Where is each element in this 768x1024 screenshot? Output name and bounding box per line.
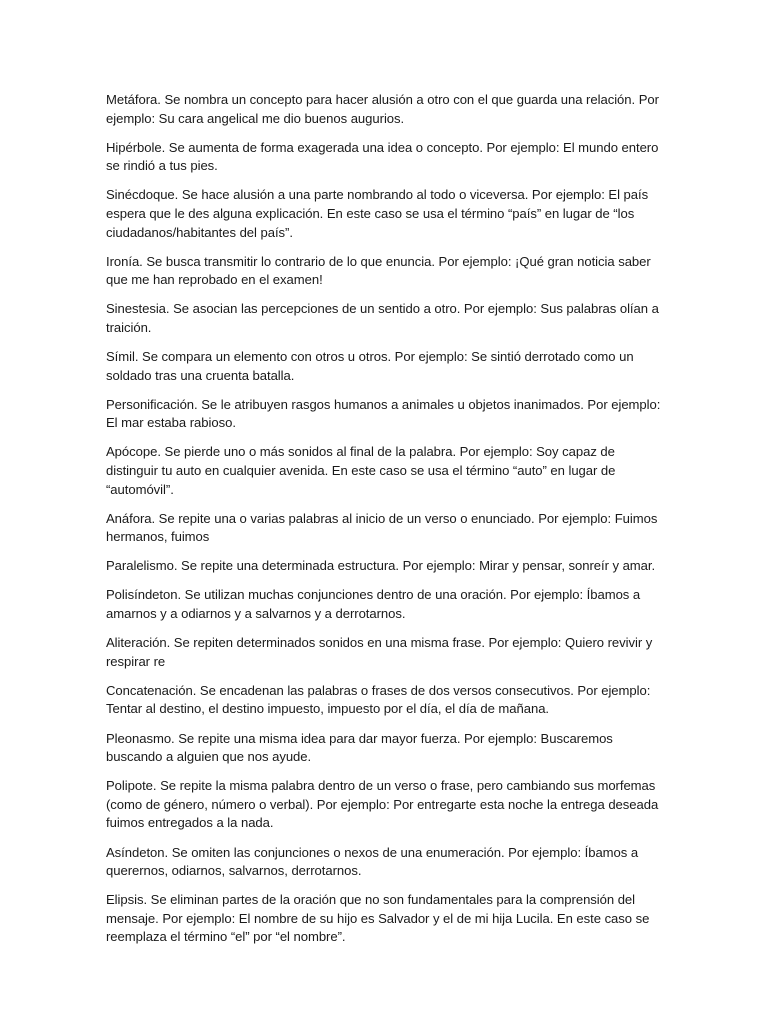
paragraph-polisindeton: Polisíndeton. Se utilizan muchas conjunciones dentro de una oración. Por ejemplo: Íbamos a amarnos y a odiarnos y a salvarnos y a derrotarnos. <box>106 587 641 622</box>
paragraph-sinecdoque: Sinécdoque. Se hace alusión a una parte nombrando al todo o viceversa. Por ejemplo: El país espera que le des alguna explicación. En este caso se usa el término “país” en lugar de “los ciudadanos/habitantes del país”. <box>106 187 649 240</box>
paragraph-simil: Símil. Se compara un elemento con otros u otros. Por ejemplo: Se sintió derrotado como un soldado tras una cruenta batalla. <box>106 349 634 383</box>
paragraph-hiperbole: Hipérbole. Se aumenta de forma exagerada una idea o concepto. Por ejemplo: El mundo entero se rindió a tus pies. <box>106 139 659 174</box>
paragraph-polipote: Polipote. Se repite la misma palabra dentro de un verso o frase, pero cambiando sus morfemas (como de género, número o verbal). Por ejemplo: Por entregarte esta noche la entrega deseada fuimos entregados a la nada. <box>106 778 659 831</box>
paragraph-sinestesia: Sinestesia. Se asocian las percepciones de un sentido a otro. Por ejemplo: Sus palabras olían a traición. <box>106 301 659 335</box>
paragraph-asindeton: Asíndeton. Se omiten las conjunciones o nexos de una enumeración. Por ejemplo: Íbamos a querernos, odiarnos, salvarnos, derrotarnos. <box>106 844 639 879</box>
paragraph-aliteracion: Aliteración. Se repiten determinados sonidos en una misma frase. Por ejemplo: Quiero revivir y respirar re <box>106 635 653 669</box>
paragraph-anafora: Anáfora. Se repite una o varias palabras al inicio de un verso o enunciado. Por ejemplo: Fuimos hermanos, fuimos <box>106 510 658 545</box>
paragraph-metafora: Metáfora. Se nombra un concepto para hacer alusión a otro con el que guarda una relación. Por ejemplo: Su cara angelical me dio buenos augurios. <box>106 92 659 126</box>
paragraph-concatenacion: Concatenación. Se encadenan las palabras o frases de dos versos consecutivos. Por ejemplo: Tentar al destino, el destino impuesto, impuesto por el día, el día de mañana. <box>106 682 651 717</box>
paragraph-pleonasmo: Pleonasmo. Se repite una misma idea para dar mayor fuerza. Por ejemplo: Buscaremos buscando a alguien que nos ayude. <box>106 730 613 765</box>
paragraph-personificacion: Personificación. Se le atribuyen rasgos humanos a animales u objetos inanimados. Por ejemplo: El mar estaba rabioso. <box>106 396 661 431</box>
paragraph-ironia: Ironía. Se busca transmitir lo contrario de lo que enuncia. Por ejemplo: ¡Qué gran noticia saber que me han reprobado en el examen! <box>106 253 651 288</box>
paragraph-elipsis: Elipsis. Se eliminan partes de la oración que no son fundamentales para la comprensión del mensaje. Por ejemplo: El nombre de su hijo es Salvador y el de mi hija Lucila. En este caso se reemplaza el término “el” por “el nombre”. <box>106 892 650 945</box>
paragraph-paralelismo: Paralelismo. Se repite una determinada estructura. Por ejemplo: Mirar y pensar, sonreír y amar. <box>106 558 656 574</box>
paragraph-apocope: Apócope. Se pierde uno o más sonidos al final de la palabra. Por ejemplo: Soy capaz de distinguir tu auto en cualquier avenida. En este caso se usa el término “auto” en lugar de “automóvil”. <box>106 444 616 497</box>
